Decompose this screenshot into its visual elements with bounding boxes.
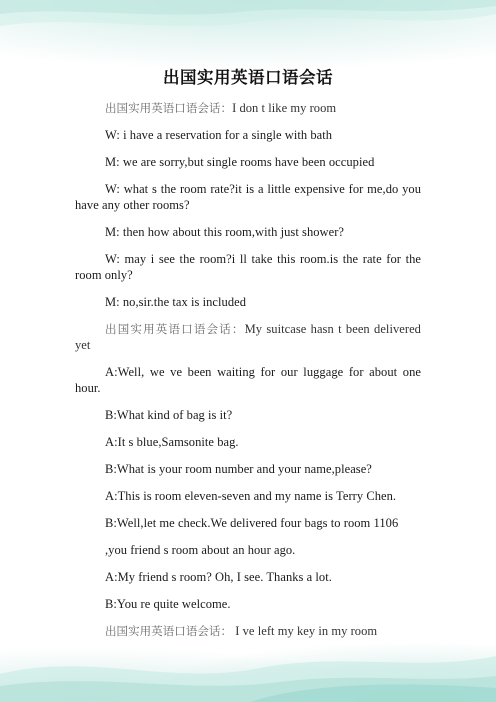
top-decoration (0, 0, 496, 50)
section-prefix: 出国实用英语口语会话： (105, 101, 233, 115)
section-prefix: 出国实用英语口语会话： (105, 322, 245, 336)
dialogue-line: A:My friend s room? Oh, I see. Thanks a lot. (105, 570, 332, 584)
dialogue-line: M: then how about this room,with just shower? (105, 225, 345, 239)
dialogue-line: B:What is your room number and your name,please? (105, 462, 372, 476)
section-heading-text: I ve left my key in my room (232, 624, 378, 638)
document-title: 出国实用英语口语会话 (163, 68, 333, 87)
dialogue-line: B:Well,let me check.We delivered four bags to room 1106 (105, 516, 399, 530)
section-heading (75, 100, 421, 116)
dialogue-line: B:What kind of bag is it? (105, 408, 233, 422)
dialogue-line: W: i have a reservation for a single with bath (105, 128, 333, 142)
section-prefix: 出国实用英语口语会话： (105, 624, 233, 638)
dialogue-line: W: what s the room rate?it is a little expensive for me,do you have any other rooms? (75, 182, 421, 212)
dialogue-line: M: we are sorry,but single rooms have been occupied (105, 155, 375, 169)
dialogue-line: A:It s blue,Samsonite bag. (105, 435, 239, 449)
section-heading-text: I don t like my room (232, 101, 337, 115)
section-heading (75, 623, 421, 639)
dialogue-line: M: no,sir.the tax is included (105, 295, 247, 309)
section-heading (75, 321, 421, 353)
dialogue-line: ,you friend s room about an hour ago. (105, 543, 296, 557)
dialogue-line: W: may i see the room?i ll take this room.is the rate for the room only? (75, 252, 421, 282)
document-body (75, 100, 421, 650)
dialogue-line: B:You re quite welcome. (105, 597, 231, 611)
dialogue-line: A:Well, we ve been waiting for our luggage for about one hour. (75, 365, 421, 395)
dialogue-line: A:This is room eleven-seven and my name is Terry Chen. (105, 489, 397, 503)
section-heading-text: My suitcase hasn t been delivered yet (75, 322, 421, 352)
